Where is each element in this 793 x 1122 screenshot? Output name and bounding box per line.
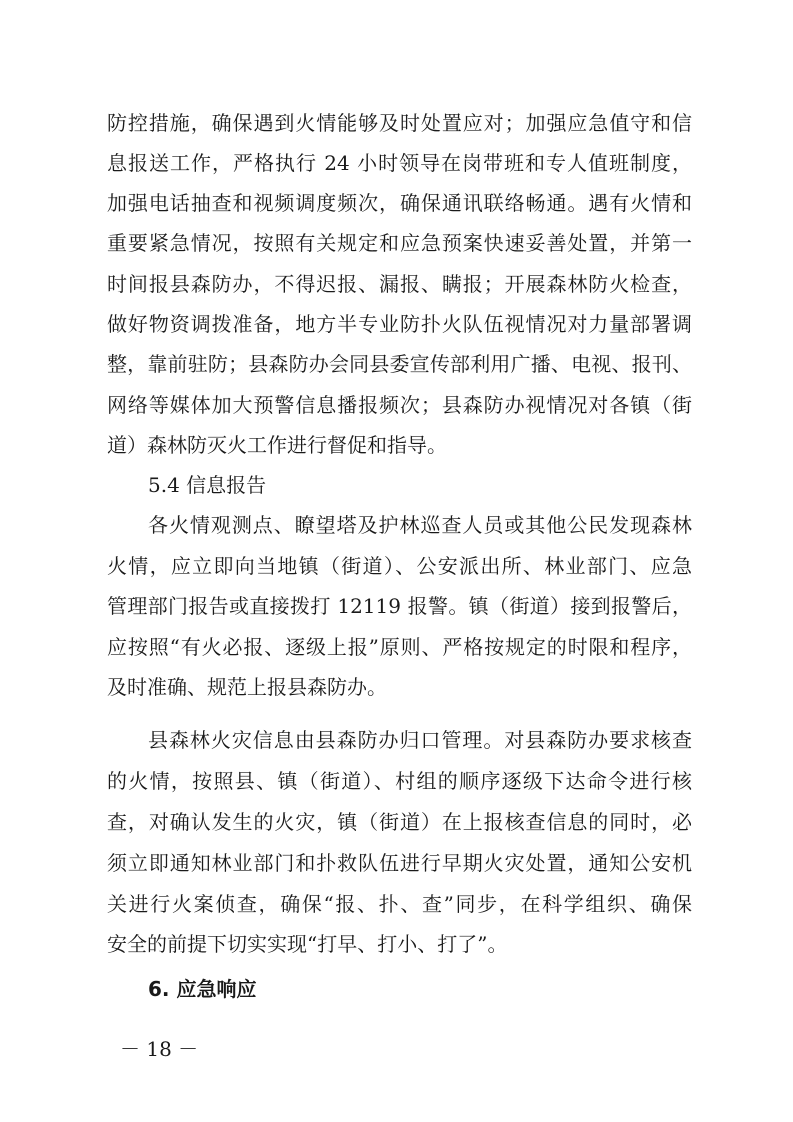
text-line: 网络等媒体加大预警信息播报频次；县森防办视情况对各镇（街 xyxy=(107,393,692,417)
text-line: 县森林火灾信息由县森防办归口管理。对县森防办要求核查 xyxy=(148,728,692,752)
section-heading: 5.4 信息报告 xyxy=(148,473,267,497)
text-line: 查，对确认发生的火灾，镇（街道）在上报核查信息的同时，必 xyxy=(107,810,692,834)
page-number: － 18 － xyxy=(120,1037,199,1061)
text-line: 整，靠前驻防；县森防办会同县委宣传部利用广播、电视、报刊、 xyxy=(107,352,692,376)
text-line: 安全的前提下切实实现“打早、打小、打了”。 xyxy=(107,932,508,956)
text-line: 重要紧急情况，按照有关规定和应急预案快速妥善处置，并第一 xyxy=(107,231,692,255)
section-heading: 6. 应急响应 xyxy=(148,977,257,1001)
text-line: 应按照“有火必报、逐级上报”原则、严格按规定的时限和程序， xyxy=(107,635,692,659)
text-line: 须立即通知林业部门和扑救队伍进行早期火灾处置，通知公安机 xyxy=(107,851,692,875)
text-line: 关进行火案侦查，确保“报、扑、查”同步，在科学组织、确保 xyxy=(107,892,692,916)
text-line: 火情，应立即向当地镇（街道）、公安派出所、林业部门、应急 xyxy=(107,554,692,578)
text-line: 道）森林防灭火工作进行督促和指导。 xyxy=(107,433,447,457)
text-line: 时间报县森防办，不得迟报、漏报、瞒报；开展森林防火检查， xyxy=(107,272,692,296)
text-line: 的火情，按照县、镇（街道）、村组的顺序逐级下达命令进行核 xyxy=(107,769,692,793)
text-line: 加强电话抽查和视频调度频次，确保通讯联络畅通。遇有火情和 xyxy=(107,191,692,215)
text-line: 及时准确、规范上报县森防办。 xyxy=(107,675,387,699)
text-line: 做好物资调拨准备，地方半专业防扑火队伍视情况对力量部署调 xyxy=(107,312,692,336)
text-line: 息报送工作，严格执行 24 小时领导在岗带班和专人值班制度， xyxy=(107,151,692,175)
text-line: 管理部门报告或直接拨打 12119 报警。镇（街道）接到报警后， xyxy=(107,594,692,618)
text-line: 各火情观测点、瞭望塔及护林巡查人员或其他公民发现森林 xyxy=(148,513,692,537)
text-line: 防控措施，确保遇到火情能够及时处置应对；加强应急值守和信 xyxy=(107,111,692,135)
